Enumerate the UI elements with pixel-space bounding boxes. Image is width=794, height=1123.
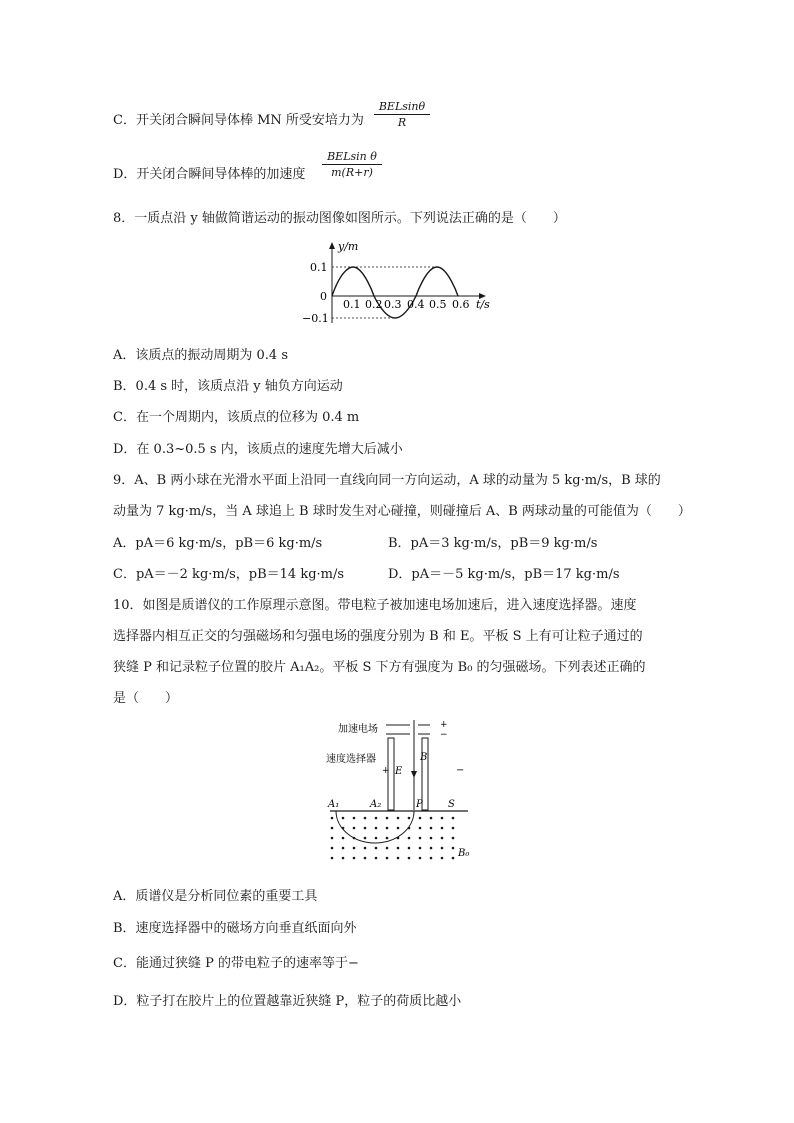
field-dot	[441, 837, 444, 840]
label-S: S	[448, 799, 455, 810]
field-dot	[375, 857, 378, 860]
field-dot	[353, 857, 356, 860]
x-tick-label: 0.1	[343, 298, 361, 311]
plus-sign: +	[382, 766, 390, 776]
field-dot	[364, 847, 367, 850]
field-dot	[430, 827, 433, 830]
field-dot	[452, 817, 455, 820]
field-dot	[452, 857, 455, 860]
field-dot	[430, 857, 433, 860]
plus-sign: +	[440, 720, 448, 730]
q7-option-c-denominator: R	[397, 116, 407, 129]
field-dot	[386, 817, 389, 820]
field-dot	[353, 817, 356, 820]
field-dot	[331, 837, 334, 840]
q8-oscillation-graph	[300, 238, 500, 328]
field-dot	[375, 837, 378, 840]
minus-sign: −	[440, 730, 448, 740]
field-dot	[375, 827, 378, 830]
field-dot	[452, 827, 455, 830]
field-dot	[441, 847, 444, 850]
field-dot	[386, 857, 389, 860]
q7-option-c	[113, 109, 364, 128]
q8-stem: 8．一质点沿 y 轴做简谐运动的振动图像如图所示。下列说法正确的是（ ）	[113, 211, 566, 226]
x-tick-label: 0.5	[429, 298, 447, 311]
q7-option-d-numerator: BELsin θ	[327, 150, 377, 163]
label-B0: B₀	[458, 848, 470, 859]
field-dot	[452, 847, 455, 850]
field-dot	[375, 817, 378, 820]
q7-option-c-fraction	[374, 100, 430, 129]
q9-stem-line2: 动量为 7 kg·m/s，当 A 球追上 B 球时发生对心碰撞，则碰撞后 A、B 两球动量的可能值为（ ）	[113, 504, 691, 519]
y-bottom-label: −0.1	[302, 312, 329, 325]
field-dot	[331, 857, 334, 860]
q10-stem-line1: 10．如图是质谱仪的工作原理示意图。带电粒子被加速电场加速后，进入速度选择器。速度	[113, 598, 637, 613]
x-axis-label: t/s	[476, 298, 490, 311]
field-dot	[386, 847, 389, 850]
label-P: P	[416, 799, 423, 810]
field-dot	[408, 837, 411, 840]
field-dot	[441, 857, 444, 860]
x-tick-label: 0.2	[365, 298, 383, 311]
field-dot	[397, 837, 400, 840]
field-dot	[419, 837, 422, 840]
velocity-selector-label: 速度选择器	[326, 754, 376, 765]
field-dot	[386, 837, 389, 840]
field-dot	[430, 847, 433, 850]
x-tick-label: 0.4	[407, 298, 425, 311]
q10-option-d: D．粒子打在胶片上的位置越靠近狭缝 P，粒子的荷质比越小	[113, 994, 462, 1009]
field-dot	[441, 827, 444, 830]
field-dot	[408, 827, 411, 830]
q9-option-b: B．pA＝3 kg·m/s，pB＝9 kg·m/s	[388, 536, 598, 551]
q7-option-d-text: D．开关闭合瞬间导体棒的加速度	[113, 167, 306, 182]
q8-option-c: C．在一个周期内，该质点的位移为 0.4 m	[113, 410, 360, 425]
q9-option-d: D．pA＝－5 kg·m/s，pB＝17 kg·m/s	[388, 567, 620, 582]
fraction-bar	[322, 164, 382, 165]
field-dot	[452, 837, 455, 840]
q10-stem-line2: 选择器内相互正交的匀强磁场和匀强电场的强度分别为 B 和 E。平板 S 上有可让粒子通过的	[113, 629, 643, 644]
q7-option-d-denominator: m(R+r)	[331, 166, 373, 179]
field-dot	[408, 847, 411, 850]
q10-stem-line4: 是（ ）	[113, 691, 179, 706]
field-dot	[331, 847, 334, 850]
q8-option-b: B．0.4 s 时，该质点沿 y 轴负方向运动	[113, 379, 343, 394]
label-B: B	[420, 752, 428, 763]
fraction-bar	[374, 114, 430, 115]
q7-option-d-fraction	[322, 150, 382, 179]
field-dot	[375, 847, 378, 850]
label-A1: A₁	[328, 799, 340, 810]
magnetic-field-dots	[331, 817, 455, 860]
field-dot	[419, 847, 422, 850]
x-tick-label: 0.3	[384, 298, 402, 311]
label-A2: A₂	[370, 799, 382, 810]
q10-stem-line3: 狭缝 P 和记录粒子位置的胶片 A₁A₂。平板 S 下方有强度为 B₀ 的匀强磁场。下列表述正确的	[113, 660, 646, 675]
field-dot	[342, 857, 345, 860]
field-dot	[342, 837, 345, 840]
accelerating-field-label: 加速电场	[338, 724, 378, 735]
q9-option-c: C．pA＝－2 kg·m/s，pB＝14 kg·m/s	[113, 567, 345, 582]
y-zero-label: 0	[320, 290, 327, 303]
field-dot	[408, 817, 411, 820]
field-dot	[353, 827, 356, 830]
field-dot	[364, 857, 367, 860]
field-dot	[397, 827, 400, 830]
field-dot	[353, 837, 356, 840]
field-dot	[386, 827, 389, 830]
field-dot	[364, 827, 367, 830]
q9-option-a: A．pA＝6 kg·m/s，pB＝6 kg·m/s	[113, 536, 323, 551]
field-dot	[342, 827, 345, 830]
field-dot	[364, 817, 367, 820]
field-dot	[364, 837, 367, 840]
field-dot	[397, 857, 400, 860]
field-dot	[441, 817, 444, 820]
field-dot	[331, 817, 334, 820]
q10-option-a: A．质谱仪是分析同位素的重要工具	[113, 889, 318, 904]
field-dot	[419, 857, 422, 860]
q9-stem-line1: 9．A、B 两小球在光滑水平面上沿同一直线向同一方向运动，A 球的动量为 5 kg·m/s，B 球的	[113, 473, 661, 488]
label-E: E	[395, 766, 403, 777]
field-dot	[353, 847, 356, 850]
field-dot	[342, 847, 345, 850]
minus-sign: −	[456, 765, 465, 776]
q8-option-a: A．该质点的振动周期为 0.4 s	[113, 348, 288, 363]
q7-option-c-numerator: BELsinθ	[378, 100, 426, 113]
q7-option-d	[113, 163, 305, 182]
field-dot	[419, 817, 422, 820]
y-top-label: 0.1	[310, 261, 328, 274]
field-dot	[430, 837, 433, 840]
field-dot	[331, 827, 334, 830]
q10-option-c: C．能通过狭缝 P 的带电粒子的速率等于−	[113, 956, 359, 971]
q10-option-b: B．速度选择器中的磁场方向垂直纸面向外	[113, 921, 357, 936]
x-tick-label: 0.6	[452, 298, 470, 311]
q7-option-c-text: C．开关闭合瞬间导体棒 MN 所受安培力为	[113, 113, 364, 128]
y-axis-label: y/m	[338, 240, 359, 253]
field-dot	[397, 817, 400, 820]
q8-option-d: D．在 0.3~0.5 s 内，该质点的速度先增大后减小	[113, 442, 403, 457]
field-dot	[342, 817, 345, 820]
field-dot	[430, 817, 433, 820]
field-dot	[408, 857, 411, 860]
q10-mass-spectrometer-diagram	[322, 718, 482, 868]
field-dot	[419, 827, 422, 830]
field-dot	[397, 847, 400, 850]
